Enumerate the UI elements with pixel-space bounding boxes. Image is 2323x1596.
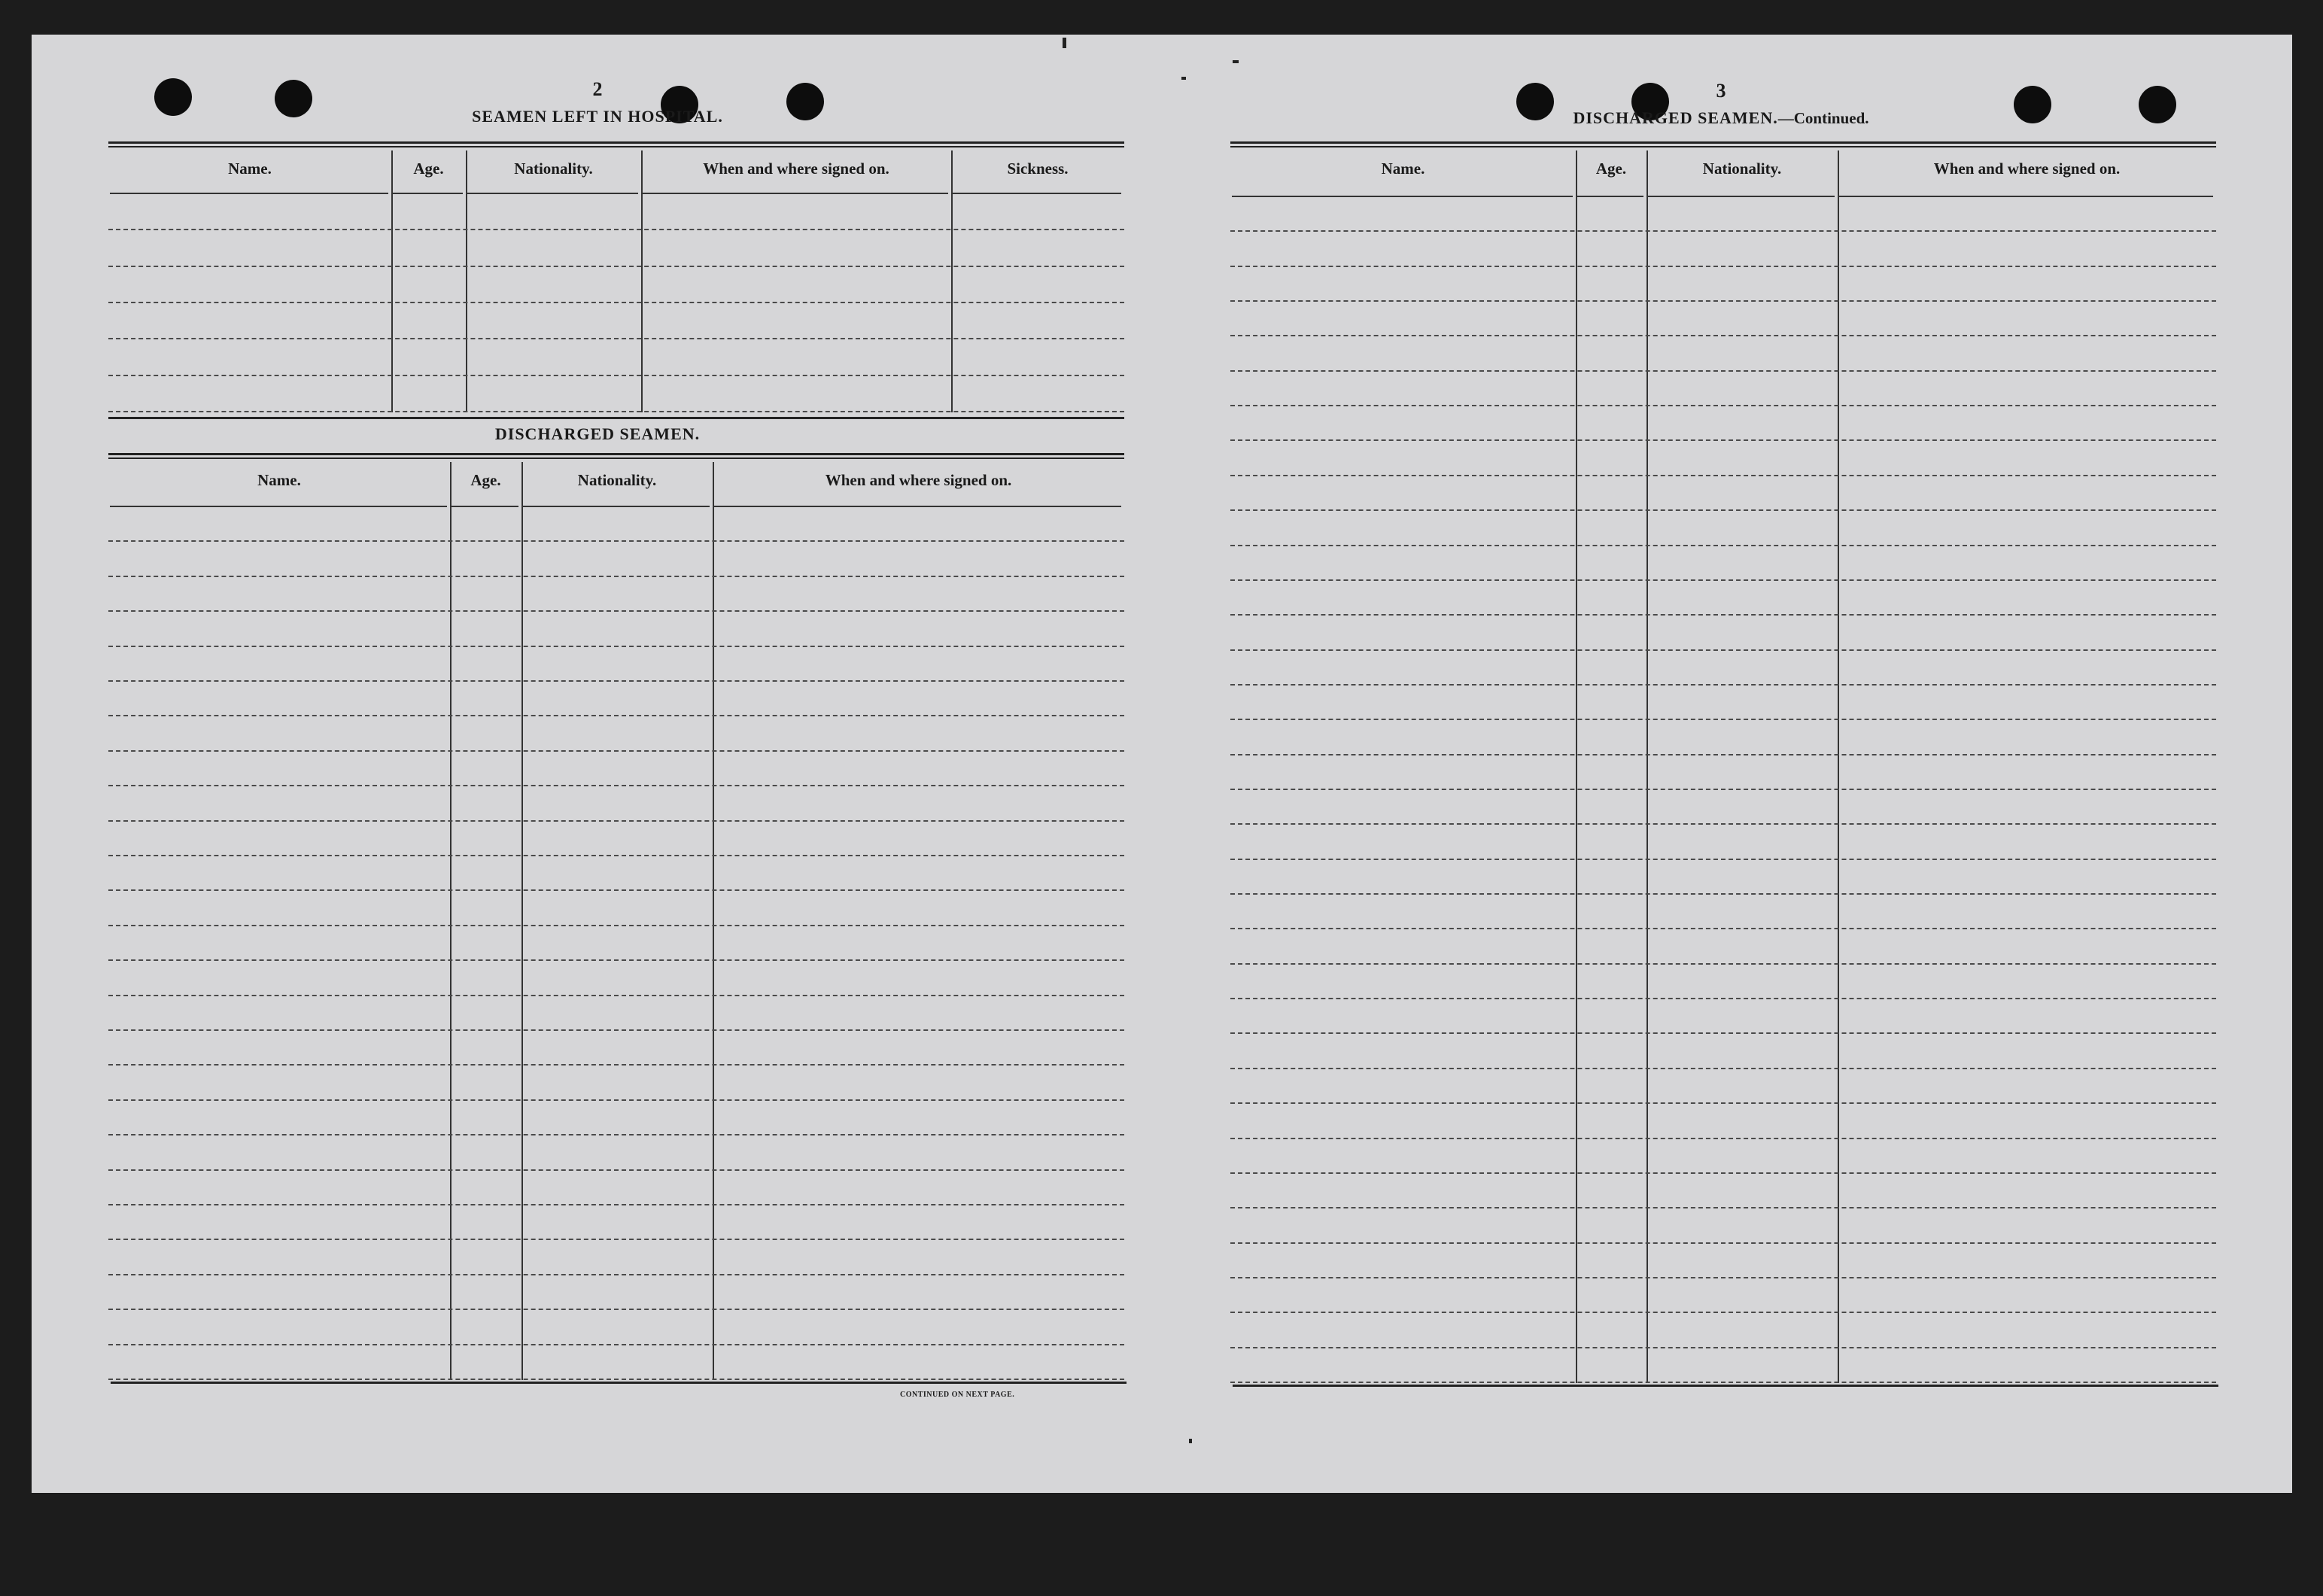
entry-row-line[interactable] [108,338,1124,339]
hospital-section-title: SEAMEN LEFT IN HOSPITAL. [472,107,723,126]
entry-row-line[interactable] [1230,266,2216,267]
title-main: DISCHARGED SEAMEN. [1573,108,1778,127]
entry-row-line[interactable] [108,680,1124,682]
entry-row-line[interactable] [1230,579,2216,581]
entry-row-line[interactable] [1230,1068,2216,1069]
entry-row-line[interactable] [108,785,1124,786]
column-header: When and where signed on. [703,160,889,178]
punch-hole [275,80,312,117]
header-underline [714,506,1121,507]
entry-row-line[interactable] [108,266,1124,267]
entry-row-line[interactable] [1230,370,2216,372]
entry-row-line[interactable] [108,1309,1124,1310]
double-rule [108,141,1124,147]
continued-note: CONTINUED ON NEXT PAGE. [900,1391,1015,1399]
punch-hole [154,78,192,116]
entry-row-line[interactable] [108,1169,1124,1171]
header-underline [467,193,638,194]
column-header: Sickness. [1007,160,1069,178]
entry-row-line[interactable] [1230,1207,2216,1208]
entry-row-line[interactable] [1230,1382,2216,1383]
entry-row-line[interactable] [108,302,1124,303]
entry-row-line[interactable] [108,1379,1124,1380]
speck [1189,1439,1192,1443]
page-number: 2 [592,78,603,100]
entry-row-line[interactable] [1230,1347,2216,1348]
entry-row-line[interactable] [1230,719,2216,720]
ledger-sheet [32,35,2292,1493]
entry-row-line[interactable] [108,1204,1124,1205]
entry-row-line[interactable] [1230,859,2216,860]
column-header: Age. [1595,160,1627,178]
entry-row-line[interactable] [108,855,1124,856]
entry-row-line[interactable] [108,229,1124,230]
column-header: When and where signed on. [825,471,1012,489]
column-divider [466,150,467,412]
speck [1233,60,1239,63]
entry-row-line[interactable] [1230,405,2216,406]
entry-row-line[interactable] [108,1099,1124,1101]
entry-row-line[interactable] [1230,1102,2216,1104]
entry-row-line[interactable] [108,995,1124,996]
column-divider [951,150,953,412]
discharged-section-title: DISCHARGED SEAMEN. [494,424,701,443]
header-underline [1839,196,2213,197]
double-rule [1230,141,2216,147]
header-underline [452,506,518,507]
speck [1181,77,1186,80]
entry-row-line[interactable] [108,646,1124,647]
header-underline [523,506,710,507]
entry-row-line[interactable] [108,715,1124,716]
entry-row-line[interactable] [1230,928,2216,929]
header-underline [110,506,447,507]
entry-row-line[interactable] [1230,1172,2216,1174]
entry-row-line[interactable] [1230,1242,2216,1244]
entry-row-line[interactable] [108,959,1124,961]
entry-row-line[interactable] [1230,439,2216,441]
entry-row-line[interactable] [1230,893,2216,895]
column-divider [641,150,643,412]
column-header: Nationality. [1702,160,1782,178]
entry-row-line[interactable] [1230,614,2216,616]
column-header: Age. [470,471,501,489]
column-divider [521,462,523,1380]
entry-row-line[interactable] [1230,230,2216,232]
entry-row-line[interactable] [108,1274,1124,1275]
double-rule [108,453,1124,459]
entry-row-line[interactable] [1230,1032,2216,1034]
entry-row-line[interactable] [108,1029,1124,1031]
entry-row-line[interactable] [1230,649,2216,651]
column-header: Name. [228,160,272,178]
entry-row-line[interactable] [1230,1138,2216,1139]
title-suffix: —Continued. [1777,109,1869,127]
entry-row-line[interactable] [1230,754,2216,755]
entry-row-line[interactable] [1230,789,2216,790]
column-header: When and where signed on. [1933,160,2121,178]
punch-hole [2014,86,2051,123]
entry-row-line[interactable] [1230,300,2216,302]
entry-row-line[interactable] [1230,684,2216,686]
entry-row-line[interactable] [1230,335,2216,336]
header-underline [953,193,1121,194]
speck [1063,38,1066,48]
section-divider [108,417,1124,419]
header-underline [1232,196,1573,197]
header-underline [393,193,463,194]
page-number: 3 [1716,80,1726,102]
column-header: Name. [257,471,301,489]
punch-hole [786,83,824,120]
left-page [32,35,1160,1493]
bottom-rule [111,1382,1127,1384]
entry-row-line[interactable] [108,889,1124,891]
entry-row-line[interactable] [108,1064,1124,1066]
column-divider [450,462,452,1380]
entry-row-line[interactable] [1230,823,2216,825]
header-underline [643,193,948,194]
entry-row-line[interactable] [108,576,1124,577]
header-underline [1648,196,1835,197]
bottom-rule [1233,1385,2218,1387]
entry-row-line[interactable] [108,540,1124,542]
column-header: Nationality. [514,160,593,178]
entry-row-line[interactable] [108,925,1124,926]
column-header: Name. [1381,160,1425,178]
column-header: Nationality. [577,471,657,489]
entry-row-line[interactable] [108,1239,1124,1240]
punch-hole [2139,86,2176,123]
entry-row-line[interactable] [108,750,1124,752]
entry-row-line[interactable] [108,411,1124,412]
entry-row-line[interactable] [1230,545,2216,546]
column-divider [391,150,393,412]
discharged-continued-title [1573,108,1868,128]
entry-row-line[interactable] [1230,998,2216,999]
header-underline [110,193,388,194]
entry-row-line[interactable] [1230,1277,2216,1278]
entry-row-line[interactable] [1230,475,2216,476]
entry-row-line[interactable] [108,820,1124,822]
right-page [1160,35,2292,1493]
header-underline [1577,196,1643,197]
entry-row-line[interactable] [108,610,1124,612]
entry-row-line[interactable] [1230,1312,2216,1313]
punch-hole [1516,83,1554,120]
column-header: Age. [413,160,444,178]
entry-row-line[interactable] [108,375,1124,376]
entry-row-line[interactable] [1230,963,2216,965]
entry-row-line[interactable] [1230,509,2216,511]
entry-row-line[interactable] [108,1134,1124,1135]
column-divider [713,462,714,1380]
entry-row-line[interactable] [108,1344,1124,1345]
